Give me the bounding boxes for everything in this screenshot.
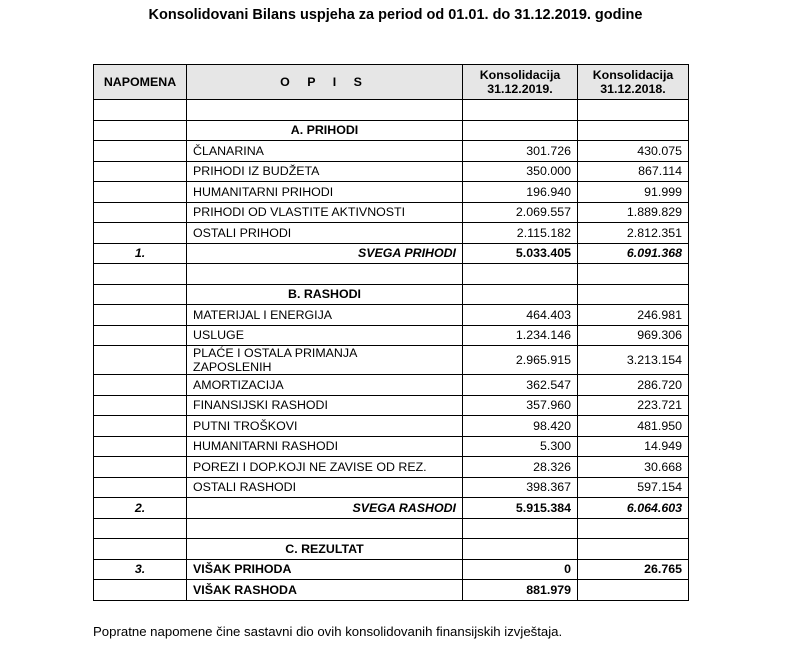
header-2018 xyxy=(578,65,689,100)
total-2019: 5.033.405 xyxy=(463,243,578,264)
row-label: ČLANARINA xyxy=(187,141,463,162)
row-label: OSTALI PRIHODI xyxy=(187,223,463,244)
section-header-row xyxy=(94,120,689,141)
total-label: SVEGA PRIHODI xyxy=(187,243,463,264)
row-label: AMORTIZACIJA xyxy=(187,375,463,396)
header-opis: O P I S xyxy=(187,65,463,100)
value-2019: 301.726 xyxy=(463,141,578,162)
section-header-row xyxy=(94,539,689,560)
result-row-visak-rashoda xyxy=(94,580,689,601)
section-title-rezultat: C. REZULTAT xyxy=(187,539,463,560)
value-2018: 430.075 xyxy=(578,141,689,162)
table-row xyxy=(94,161,689,182)
table-row xyxy=(94,477,689,498)
table-row xyxy=(94,346,689,375)
value-2018: 969.306 xyxy=(578,325,689,346)
value-2019: 98.420 xyxy=(463,416,578,437)
row-label: HUMANITARNI PRIHODI xyxy=(187,182,463,203)
value-2018: 26.765 xyxy=(578,559,689,580)
footnote: Popratne napomene čine sastavni dio ovih konsolidovanih finansijskih izvještaja. xyxy=(93,624,563,639)
row-label: VIŠAK RASHODA xyxy=(187,580,463,601)
note-number xyxy=(94,580,187,601)
table-row xyxy=(94,416,689,437)
row-label: VIŠAK PRIHODA xyxy=(187,559,463,580)
value-2018: 30.668 xyxy=(578,457,689,478)
table-row xyxy=(94,182,689,203)
value-2019: 350.000 xyxy=(463,161,578,182)
value-2018: 223.721 xyxy=(578,395,689,416)
total-label: SVEGA RASHODI xyxy=(187,498,463,519)
note-number: 2. xyxy=(94,498,187,519)
value-2018: 597.154 xyxy=(578,477,689,498)
value-2019: 2.115.182 xyxy=(463,223,578,244)
spacer-row xyxy=(94,264,689,285)
table-row xyxy=(94,375,689,396)
total-row-rashodi xyxy=(94,498,689,519)
section-title-rashodi: B. RASHODI xyxy=(187,284,463,305)
header-2019-line2: 31.12.2019. xyxy=(487,82,553,96)
spacer-row xyxy=(94,100,689,121)
value-2018 xyxy=(578,580,689,601)
table-row xyxy=(94,223,689,244)
row-label: FINANSIJSKI RASHODI xyxy=(187,395,463,416)
row-label: OSTALI RASHODI xyxy=(187,477,463,498)
value-2018: 246.981 xyxy=(578,305,689,326)
total-2018: 6.064.603 xyxy=(578,498,689,519)
value-2019: 2.069.557 xyxy=(463,202,578,223)
value-2019: 398.367 xyxy=(463,477,578,498)
table-row xyxy=(94,305,689,326)
total-2018: 6.091.368 xyxy=(578,243,689,264)
row-label: POREZI I DOP.KOJI NE ZAVISE OD REZ. xyxy=(187,457,463,478)
total-2019: 5.915.384 xyxy=(463,498,578,519)
header-2018-line2: 31.12.2018. xyxy=(600,82,666,96)
row-label: PRIHODI OD VLASTITE AKTIVNOSTI xyxy=(187,202,463,223)
header-2018-line1: Konsolidacija xyxy=(592,68,674,82)
result-row-visak-prihoda xyxy=(94,559,689,580)
value-2018: 91.999 xyxy=(578,182,689,203)
note-number: 3. xyxy=(94,559,187,580)
value-2019: 2.965.915 xyxy=(463,346,578,375)
header-2019 xyxy=(463,65,578,100)
value-2019: 5.300 xyxy=(463,436,578,457)
table-row xyxy=(94,141,689,162)
header-napomena: NAPOMENA xyxy=(94,65,187,100)
value-2019: 464.403 xyxy=(463,305,578,326)
value-2018: 1.889.829 xyxy=(578,202,689,223)
value-2018: 2.812.351 xyxy=(578,223,689,244)
value-2018: 867.114 xyxy=(578,161,689,182)
note-number: 1. xyxy=(94,243,187,264)
value-2019: 0 xyxy=(463,559,578,580)
table-header-row xyxy=(94,65,689,100)
header-2019-line1: Konsolidacija xyxy=(479,68,561,82)
row-label: USLUGE xyxy=(187,325,463,346)
row-label: PRIHODI IZ BUDŽETA xyxy=(187,161,463,182)
table-row xyxy=(94,202,689,223)
spacer-row xyxy=(94,518,689,539)
value-2018: 481.950 xyxy=(578,416,689,437)
row-label: MATERIJAL I ENERGIJA xyxy=(187,305,463,326)
value-2018: 3.213.154 xyxy=(578,346,689,375)
row-label: HUMANITARNI RASHODI xyxy=(187,436,463,457)
value-2019: 362.547 xyxy=(463,375,578,396)
value-2019: 881.979 xyxy=(463,580,578,601)
value-2018: 14.949 xyxy=(578,436,689,457)
row-label: PUTNI TROŠKOVI xyxy=(187,416,463,437)
row-label: PLAĆE I OSTALA PRIMANJA ZAPOSLENIH xyxy=(187,346,463,375)
section-title-prihodi: A. PRIHODI xyxy=(187,120,463,141)
table-row xyxy=(94,395,689,416)
value-2019: 357.960 xyxy=(463,395,578,416)
value-2019: 1.234.146 xyxy=(463,325,578,346)
value-2019: 196.940 xyxy=(463,182,578,203)
table-row xyxy=(94,325,689,346)
section-header-row xyxy=(94,284,689,305)
income-statement-table xyxy=(93,64,689,601)
total-row-prihodi xyxy=(94,243,689,264)
value-2019: 28.326 xyxy=(463,457,578,478)
document-title: Konsolidovani Bilans uspjeha za period od 01.01. do 31.12.2019. godine xyxy=(148,7,643,23)
table-row xyxy=(94,436,689,457)
value-2018: 286.720 xyxy=(578,375,689,396)
table-row xyxy=(94,457,689,478)
